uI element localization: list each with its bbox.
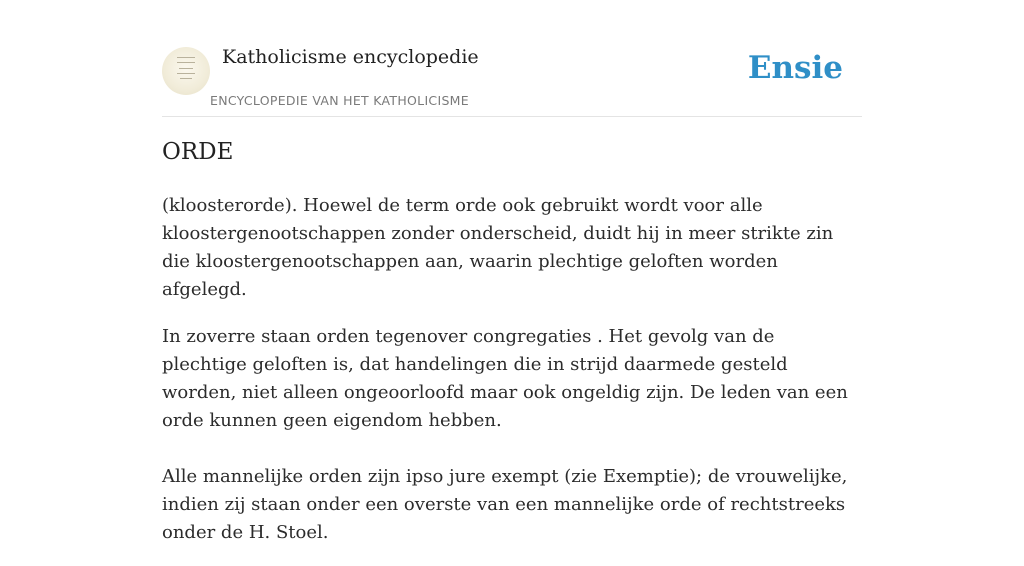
article-title: ORDE bbox=[162, 139, 234, 165]
article-paragraph: In zoverre staan orden tegenover congregaties . Het gevolg van de plechtige geloften is, dat handelingen die in strijd daarmede gesteld worden, niet alleen ongeoorloofd maar ook ongeldig zijn. De leden van een orde kunnen geen eigendom hebben. bbox=[162, 326, 848, 431]
site-subtitle: ENCYCLOPEDIE VAN HET KATHOLICISME bbox=[210, 93, 469, 108]
brand-logo[interactable]: Ensie bbox=[747, 50, 843, 86]
article-body bbox=[162, 192, 862, 566]
encyclopedia-cover-icon[interactable] bbox=[162, 47, 210, 95]
article-paragraph: (kloosterorde). Hoewel de term orde ook gebruikt wordt voor alle kloostergenootschappen zonder onderscheid, duidt hij in meer strikte zin die kloostergenootschappen aan, waarin plechtige geloften worden afgelegd. bbox=[162, 195, 834, 300]
site-header bbox=[162, 40, 862, 117]
article-paragraph: Alle mannelijke orden zijn ipso jure exempt (zie Exemptie); de vrouwelijke, indien zij staan onder een overste van een mannelijke orde of rechtstreeks onder de H. Stoel. bbox=[162, 466, 848, 543]
site-title[interactable]: Katholicisme encyclopedie bbox=[222, 46, 479, 68]
